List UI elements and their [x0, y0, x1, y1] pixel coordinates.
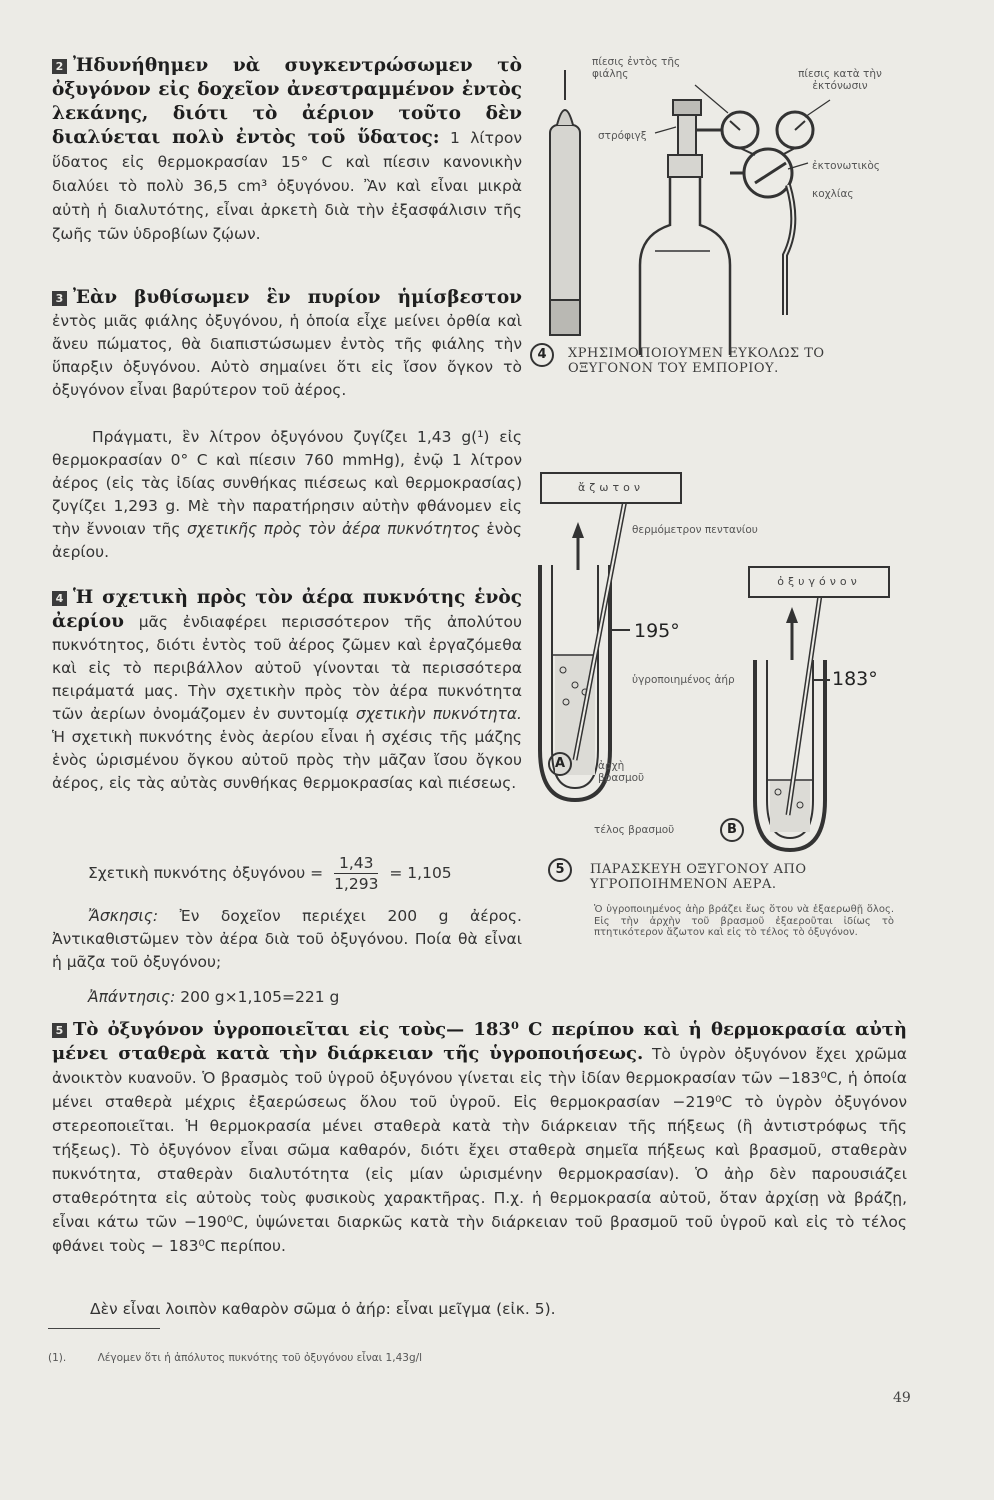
- footnote-mark: (1).: [48, 1352, 67, 1364]
- section-5: [52, 1018, 907, 1258]
- section-5-text: Τὸ ὑγρὸν ὀξυγόνον ἔχει χρῶμα ἀνοικτὸν κυανοῦν. Ὁ βρασμὸς τοῦ ὑγροῦ ὀξυγόνου γίνεται εἰς τὴν ἰδίαν θερμοκρασίαν τῶν −183⁰C, ἡ ὁποία μένει σταθερὰ μέχρις ἐξαερώσεως ὅλου τοῦ ὑγροῦ. Εἰς θερμοκρασίαν −219⁰C τὸ ὑγρὸν ὀξυγόνον στερεοποιεῖται. Ἡ θερμοκρασία μένει σταθερὰ κατὰ τὴν διάρκειαν τῆς πήξεως (ἢ ἀντιστρόφως τῆς τήξεως). Τὸ ὀξυγόνον εἶναι σῶμα καθαρόν, διότι ἔχει σταθερὰ σημεῖα πήξεως καὶ βρασμοῦ, σταθερὰν πυκνότητα, σταθερὰν διαλυτότητα (εἰς μίαν ὡρισμένην θερμοκρασίαν). Ὁ ἀὴρ δὲν παρουσιάζει σταθερότητα εἰς αὐτοὺς τοὺς φυσικοὺς χαρακτῆρας. Π.χ. ἡ θερμοκρασία αὐτοῦ, ὅταν ἀρχίσῃ νὰ βράζῃ, εἶναι κάτω τῶν −190⁰C, ὑψώνεται διαρκῶς κατὰ τὴν διάρκειαν τοῦ βρασμοῦ τοῦ ὑγροῦ καὶ εἰς τὸ τέλος φθάνει τοὺς − 183⁰C περίπου.: [52, 1045, 907, 1255]
- formula-fraction: [334, 853, 378, 894]
- label-pressure-outlet: πίεσις κατὰ τὴν ἐκτόνωσιν: [798, 68, 882, 92]
- section-marker-3: 3: [52, 291, 67, 306]
- section-5-heading: Τὸ ὀξυγόνον ὑγροποιεῖται εἰς τοὺς— 183⁰ C περίπου καὶ ἡ θερμοκρασία αὐτὴ μένει σταθερὰ κατὰ τὴν διάρκειαν τῆς ὑγροποιήσεως.: [52, 1019, 907, 1064]
- label-start-boiling: ἀρχὴ βρασμοῦ: [598, 760, 645, 784]
- figure-4-caption: ΧΡΗΣΙΜΟΠΟΙΟΥΜΕΝ ΕΥΚΟΛΩΣ ΤΟ ΟΞΥΓΟΝΟΝ ΤΟΥ ΕΜΠΟΡΙΟΥ.: [568, 346, 825, 376]
- section-marker-5: 5: [52, 1023, 67, 1038]
- exercise: [52, 905, 522, 974]
- section-2: [52, 54, 522, 246]
- label-regulator-screw: ἐκτονωτικὸς κοχλίας: [812, 160, 880, 200]
- density-formula: [88, 853, 528, 894]
- answer: [88, 986, 518, 1008]
- label-valve: στρόφιγξ: [598, 130, 647, 142]
- temperature-b: 183°: [832, 668, 878, 690]
- section-2-heading: Ἠδυνήθημεν νὰ συγκεντρώσωμεν τὸ ὀξυγόνον εἰς δοχεῖον ἀνεστραμμένον ἐντὸς λεκάνης, διότι τὸ ἀέριον τοῦτο δὲν διαλύεται πολὺ ἐντὸς τοῦ ὕδατος:: [52, 55, 522, 148]
- section-3: [52, 286, 522, 402]
- answer-label: Ἀπάντησις:: [88, 988, 176, 1006]
- formula-result: = 1,105: [389, 864, 452, 882]
- relative-density-short: σχετικὴν πυκνότητα.: [355, 705, 522, 723]
- section-2-text: 1 λίτρον ὕδατος εἰς θερμοκρασίαν 15° C καὶ πίεσιν κανονικὴν διαλύει τὸ πολὺ 36,5 cm³ ὀξυγόνου. Ἂν καὶ εἶναι μικρὰ αὐτὴ ἡ διαλυτότης, εἶναι ἀρκετὴ διὰ τὴν ἐξασφάλισιν τῆς ζωῆς τῶν ὑδροβίων ζῴων.: [52, 129, 522, 243]
- relative-density-term: σχετικῆς πρὸς τὸν ἀέρα πυκνότητος: [187, 520, 480, 538]
- label-end-boiling: τέλος βρασμοῦ: [594, 824, 675, 836]
- section-3-heading: Ἐὰν βυθίσωμεν ἓν πυρίον ἡμίσβεστον: [73, 287, 522, 308]
- formula-label: Σχετικὴ πυκνότης ὀξυγόνου =: [88, 864, 324, 882]
- section-4: [52, 586, 522, 795]
- section-3-text-2b: ἑνὸς ἀερίου.: [52, 520, 522, 561]
- section-marker-4: 4: [52, 591, 67, 606]
- figure-5-number: 5: [548, 858, 572, 882]
- formula-denominator: 1,293: [334, 875, 379, 893]
- valve-icon: [678, 115, 696, 155]
- exercise-label: Ἄσκησις:: [88, 907, 159, 925]
- section-3-text-2a: Πράγματι, ἓν λίτρον ὀξυγόνου ζυγίζει 1,43 g(¹) εἰς θερμοκρασίαν 0° C καὶ πίεσιν 760 mmHg), ἐνῷ 1 λίτρον ἀέρος (εἰς τὰς ἰδίας συνθήκας πιέσεως καὶ θερμοκρασίας) ζυγίζει 1,293 g. Μὲ τὴν παρατήρησιν αὐτὴν φθάνομεν εἰς τὴν ἔννοιαν τῆς: [52, 428, 522, 538]
- label-pressure-bottle: πίεσις ἐντὸς τῆς φιάλης: [592, 56, 681, 80]
- section-5-last: Δὲν εἶναι λοιπὸν καθαρὸν σῶμα ὁ ἀήρ: εἶναι μεῖγμα (εἰκ. 5).: [90, 1300, 556, 1318]
- section-marker-2: 2: [52, 59, 67, 74]
- oxygen-bottle: [640, 175, 730, 355]
- page-number: 49: [893, 1390, 911, 1406]
- figure-5-note: Ὁ ὑγροποιημένος ἀὴρ βράζει ἕως ὅτου νὰ ἐξαερωθῇ ὅλος. Εἰς τὴν ἀρχὴν τοῦ βρασμοῦ ἐξαεροῦται ἰδίως τὸ πτητικότερον ἄζωτον καὶ εἰς τὸ τέλος τὸ ὀξυγόνον.: [594, 904, 894, 938]
- footnote-rule: [48, 1328, 160, 1329]
- section-4-text-a: μᾶς ἐνδιαφέρει περισσότερον τῆς ἀπολύτου πυκνότητος, διότι ἐντὸς τοῦ ἀέρος ζῶμεν καὶ ἐργαζόμεθα καὶ εἰς τὸ περιβάλλον αὐτοῦ γίνονται τὰ περισσότερα πειράματά μας. Τὴν σχετικὴν πρὸς τὸν ἀέρα πυκνότητα τῶν ἀερίων ὀνομάζομεν ἐν συντομίᾳ: [52, 613, 522, 723]
- footnote: [48, 1352, 422, 1364]
- label-thermometer: θερμόμετρον πεντανίου: [632, 524, 758, 536]
- section-4-heading: Ἡ σχετικὴ πρὸς τὸν ἀέρα πυκνότης ἑνὸς ἀερίου: [52, 587, 522, 632]
- section-4-text-b: Ἡ σχετικὴ πυκνότης ἑνὸς ἀερίου εἶναι ἡ σχέσις τῆς μάζης ἑνὸς ὡρισμένου ὄγκου αὐτοῦ πρὸς τὴν μᾶζαν ἴσου ὄγκου ἀέρος, εἰς τὰς αὐτὰς συνθήκας θερμοκρασίας καὶ πιέσεως.: [52, 728, 522, 792]
- letter-b: B: [720, 818, 744, 842]
- section-3-paragraph-2: [52, 426, 522, 564]
- formula-numerator: 1,43: [338, 854, 374, 872]
- temperature-a: 195°: [634, 620, 680, 642]
- oxygen-box: ὀξυγόνον: [748, 566, 890, 598]
- answer-text: 200 g×1,105=221 g: [180, 988, 340, 1006]
- footnote-text: Λέγομεν ὅτι ἡ ἀπόλυτος πυκνότης τοῦ ὀξυγόνου εἶναι 1,43g/l: [97, 1352, 423, 1364]
- figure-5-caption: ΠΑΡΑΣΚΕΥΗ ΟΞΥΓΟΝΟΥ ΑΠΟ ΥΓΡΟΠΟΙΗΜΕΝΟΝ ΑΕΡΑ.: [590, 862, 807, 892]
- figure-4-number: 4: [530, 343, 554, 367]
- nitrogen-box: ἄζωτον: [540, 472, 682, 504]
- exercise-text: Ἐν δοχεῖον περιέχει 200 g ἀέρος. Ἀντικαθιστῶμεν τὸν ἀέρα διὰ τοῦ ὀξυγόνου. Ποία θὰ εἶναι ἡ μᾶζα τοῦ ὀξυγόνου;: [52, 907, 522, 971]
- letter-a: A: [548, 752, 572, 776]
- label-liquid-air: ὑγροποιημένος ἀήρ: [632, 674, 735, 686]
- section-3-text: ἐντὸς μιᾶς φιάλης ὀξυγόνου, ἡ ὁποία εἶχε μείνει ὀρθία καὶ ἄνευ πώματος, θὰ διαπιστώσωμεν ἐντὸς τῆς φιάλης τὴν ὕπαρξιν ὀξυγόνου. Αὐτὸ σημαίνει ὅτι εἰς ἴσον ὄγκον τὸ ὀξυγόνον εἶναι βαρύτερον τοῦ ἀέρος.: [52, 312, 522, 399]
